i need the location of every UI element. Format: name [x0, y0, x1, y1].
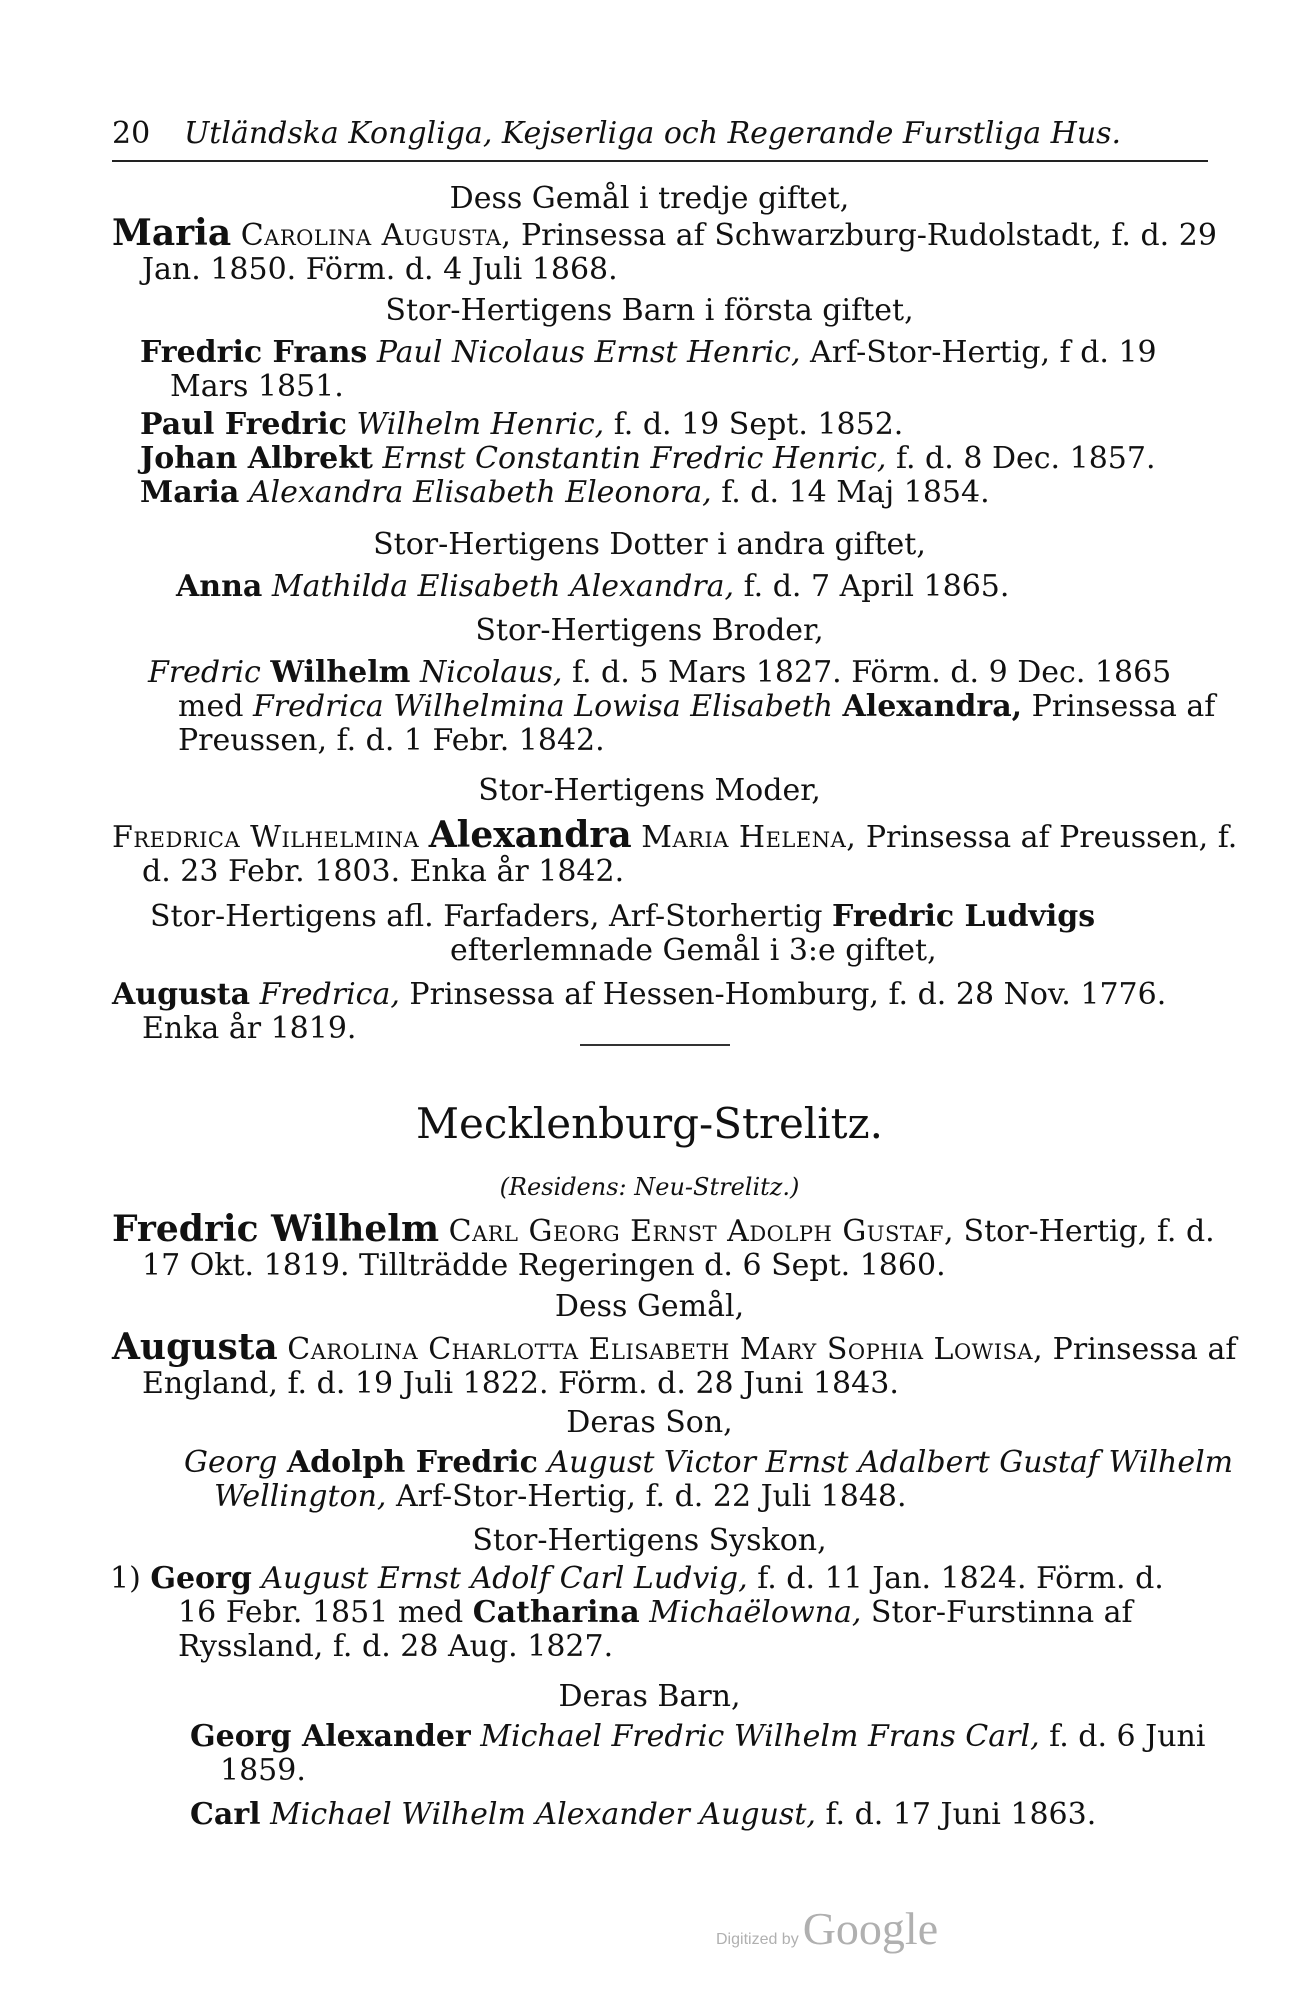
name-broder-fredric: Fredric	[148, 655, 261, 690]
names-fredric-frans: Paul Nicolaus Ernst Henric,	[376, 335, 801, 370]
text-georg-alexander: f. d. 6 Juni 1859.	[220, 1719, 1206, 1788]
entry-maria-alexandra	[140, 476, 990, 510]
entry-fredric-wilhelm-storhertig	[112, 1208, 1238, 1283]
text-son: Arf-Stor-Hertig, f. d. 22 Juli 1848.	[386, 1479, 907, 1514]
text-broder-2: Prinsessa af Preussen, f. d. 1 Febr. 1842.	[178, 689, 1216, 758]
heading-dotter-andra: Stor-Hertigens Dotter i andra giftet,	[373, 527, 926, 562]
text-carl-michael: f. d. 17 Juni 1863.	[815, 1797, 1097, 1832]
entry-augusta-fredrica	[112, 978, 1238, 1046]
entry-carl-michael	[190, 1798, 1096, 1832]
heading-gemal-tredje: Dess Gemål i tredje giftet,	[449, 181, 850, 216]
text-augusta-2: Prinsessa af England, f. d. 19 Juli 1822. Förm. d. 28 Juni 1843.	[142, 1332, 1237, 1401]
text-moder: Prinsessa af Preussen, f. d. 23 Febr. 1803. Enka år 1842.	[142, 820, 1238, 889]
text-johan-albrekt: f. d. 8 Dec. 1857.	[886, 441, 1156, 476]
names-fredric-wilhelm-sc: Carl Georg Ernst Adolph Gustaf,	[448, 1214, 954, 1249]
name-augusta-1: Augusta	[112, 977, 251, 1012]
names-anna: Mathilda Elisabeth Alexandra,	[271, 569, 735, 604]
name-maria-alexandra: Maria	[140, 475, 240, 510]
text-syskon-2: Stor-Furstinna af Ryssland, f. d. 28 Aug. 1827.	[178, 1595, 1133, 1664]
entry-fredric-wilhelm-broder	[148, 656, 1242, 758]
heading-dess-gemal: Dess Gemål,	[554, 1289, 745, 1324]
section-divider	[580, 1044, 730, 1046]
names-paul-fredric: Wilhelm Henric,	[356, 407, 605, 442]
residens-note: (Residens: Neu-Strelitz.)	[499, 1173, 800, 1201]
name-fredric-frans: Fredric Frans	[140, 335, 368, 370]
entry-fredric-frans	[140, 336, 1238, 404]
name-carl: Carl	[190, 1797, 261, 1832]
name-johan-albrekt: Johan Albrekt	[140, 441, 373, 476]
name-alexandra-large: Alexandra	[428, 814, 632, 856]
text-broder-1: f. d. 5 Mars 1827. Förm. d. 9 Dec. 1865 med	[178, 655, 1172, 724]
name-alexandra-bold: Alexandra,	[842, 689, 1023, 724]
text-syskon-1: f. d. 11 Jan. 1824. Förm. d. 16 Febr. 1851 med	[178, 1561, 1164, 1630]
heading-broder: Stor-Hertigens Broder,	[475, 613, 824, 648]
name-broder-wilhelm: Wilhelm	[270, 655, 411, 690]
entry-maria-carolina	[112, 212, 1238, 287]
names-augusta-sc: Carolina Charlotta Elisabeth Mary Sophia Lowisa,	[287, 1332, 1044, 1367]
name-georg-alexander: Georg Alexander	[190, 1719, 471, 1754]
entry-paul-fredric	[140, 408, 903, 442]
entry-johan-albrekt	[140, 442, 1156, 476]
heading-deras-son: Deras Son,	[566, 1405, 733, 1440]
heading-barn-forsta: Stor-Hertigens Barn i första giftet,	[385, 293, 914, 328]
text-maria: Prinsessa af Schwarzburg-Rudolstadt, f. d. 29 Jan. 1850. Förm. d. 4 Juli 1868.	[142, 218, 1217, 287]
entry-georg-adolph	[184, 1446, 1238, 1514]
names-moder-sc2: Maria Helena,	[641, 820, 857, 855]
text-fredric-wilhelm: Stor-Hertig, f. d. 17 Okt. 1819. Tillträdde Regeringen d. 6 Sept. 1860.	[142, 1214, 1215, 1283]
text-maria-alexandra: f. d. 14 Maj 1854.	[711, 475, 990, 510]
entry-georg-alexander	[190, 1720, 1242, 1788]
digitized-by-google-watermark	[716, 1902, 938, 1955]
text-afl-1: Stor-Hertigens afl. Farfaders, Arf-Storhertig	[150, 899, 832, 934]
google-logo-text: Google	[802, 1903, 939, 1954]
entry-syskon-georg-august	[110, 1562, 1210, 1664]
name-syskon-georg: Georg	[150, 1561, 252, 1596]
entry-augusta-carolina	[112, 1326, 1238, 1401]
heading-deras-barn: Deras Barn,	[558, 1679, 741, 1714]
names-moder-sc1: Fredrica Wilhelmina	[112, 820, 420, 855]
names-georg-alexander: Michael Fredric Wilhelm Frans Carl,	[480, 1719, 1040, 1754]
section-title-mecklenburg-strelitz: Mecklenburg-Strelitz.	[415, 1099, 884, 1148]
names-maria-sc: Carolina Augusta,	[240, 218, 512, 253]
name-anna: Anna	[176, 569, 263, 604]
names-syskon-georg: August Ernst Adolf Carl Ludvig,	[261, 1561, 748, 1596]
name-fredric-wilhelm: Fredric Wilhelm	[112, 1208, 440, 1250]
heading-syskon: Stor-Hertigens Syskon,	[472, 1523, 827, 1558]
names-carl-michael: Michael Wilhelm Alexander August,	[270, 1797, 816, 1832]
name-michaelowna: Michaëlowna,	[649, 1595, 862, 1630]
entry-moder	[112, 814, 1242, 889]
names-johan-albrekt: Ernst Constantin Fredric Henric,	[382, 441, 887, 476]
page-header	[112, 116, 1208, 162]
name-son-adolph-fredric: Adolph Fredric	[286, 1445, 538, 1480]
running-title: Utländska Kongliga, Kejserliga och Regerande Furstliga Hus.	[184, 116, 1122, 151]
name-catharina: Catharina	[472, 1595, 640, 1630]
heading-afl-farfaders	[150, 900, 1210, 968]
page-number: 20	[112, 116, 151, 151]
heading-moder: Stor-Hertigens Moder,	[478, 773, 821, 808]
text-afl-2: efterlemnade Gemål i 3:e giftet,	[450, 933, 937, 968]
names-augusta-fredrica: Fredrica,	[259, 977, 400, 1012]
entry-anna	[176, 570, 1009, 604]
name-broder-nicolaus: Nicolaus,	[419, 655, 563, 690]
text-paul-fredric: f. d. 19 Sept. 1852.	[604, 407, 904, 442]
name-fredric-ludvigs: Fredric Ludvigs	[832, 899, 1096, 934]
text-anna: f. d. 7 April 1865.	[734, 569, 1010, 604]
name-augusta-2: Augusta	[112, 1326, 278, 1368]
text-fredric-frans: Arf-Stor-Hertig, f d. 19 Mars 1851.	[170, 335, 1157, 404]
name-maria: Maria	[112, 212, 232, 254]
watermark-digitized-text: Digitized by	[716, 1931, 799, 1948]
syskon-number: 1)	[110, 1561, 141, 1596]
name-son-georg: Georg	[184, 1445, 278, 1480]
text-augusta-1: Prinsessa af Hessen-Homburg, f. d. 28 Nov. 1776. Enka år 1819.	[142, 977, 1167, 1046]
names-maria-alexandra: Alexandra Elisabeth Eleonora,	[248, 475, 712, 510]
names-son-italic: August Victor Ernst Adalbert Gustaf Wilhelm Wellington,	[214, 1445, 1234, 1514]
name-paul-fredric: Paul Fredric	[140, 407, 347, 442]
names-fredrica-wilhelmina: Fredrica Wilhelmina Lowisa Elisabeth	[252, 689, 833, 724]
